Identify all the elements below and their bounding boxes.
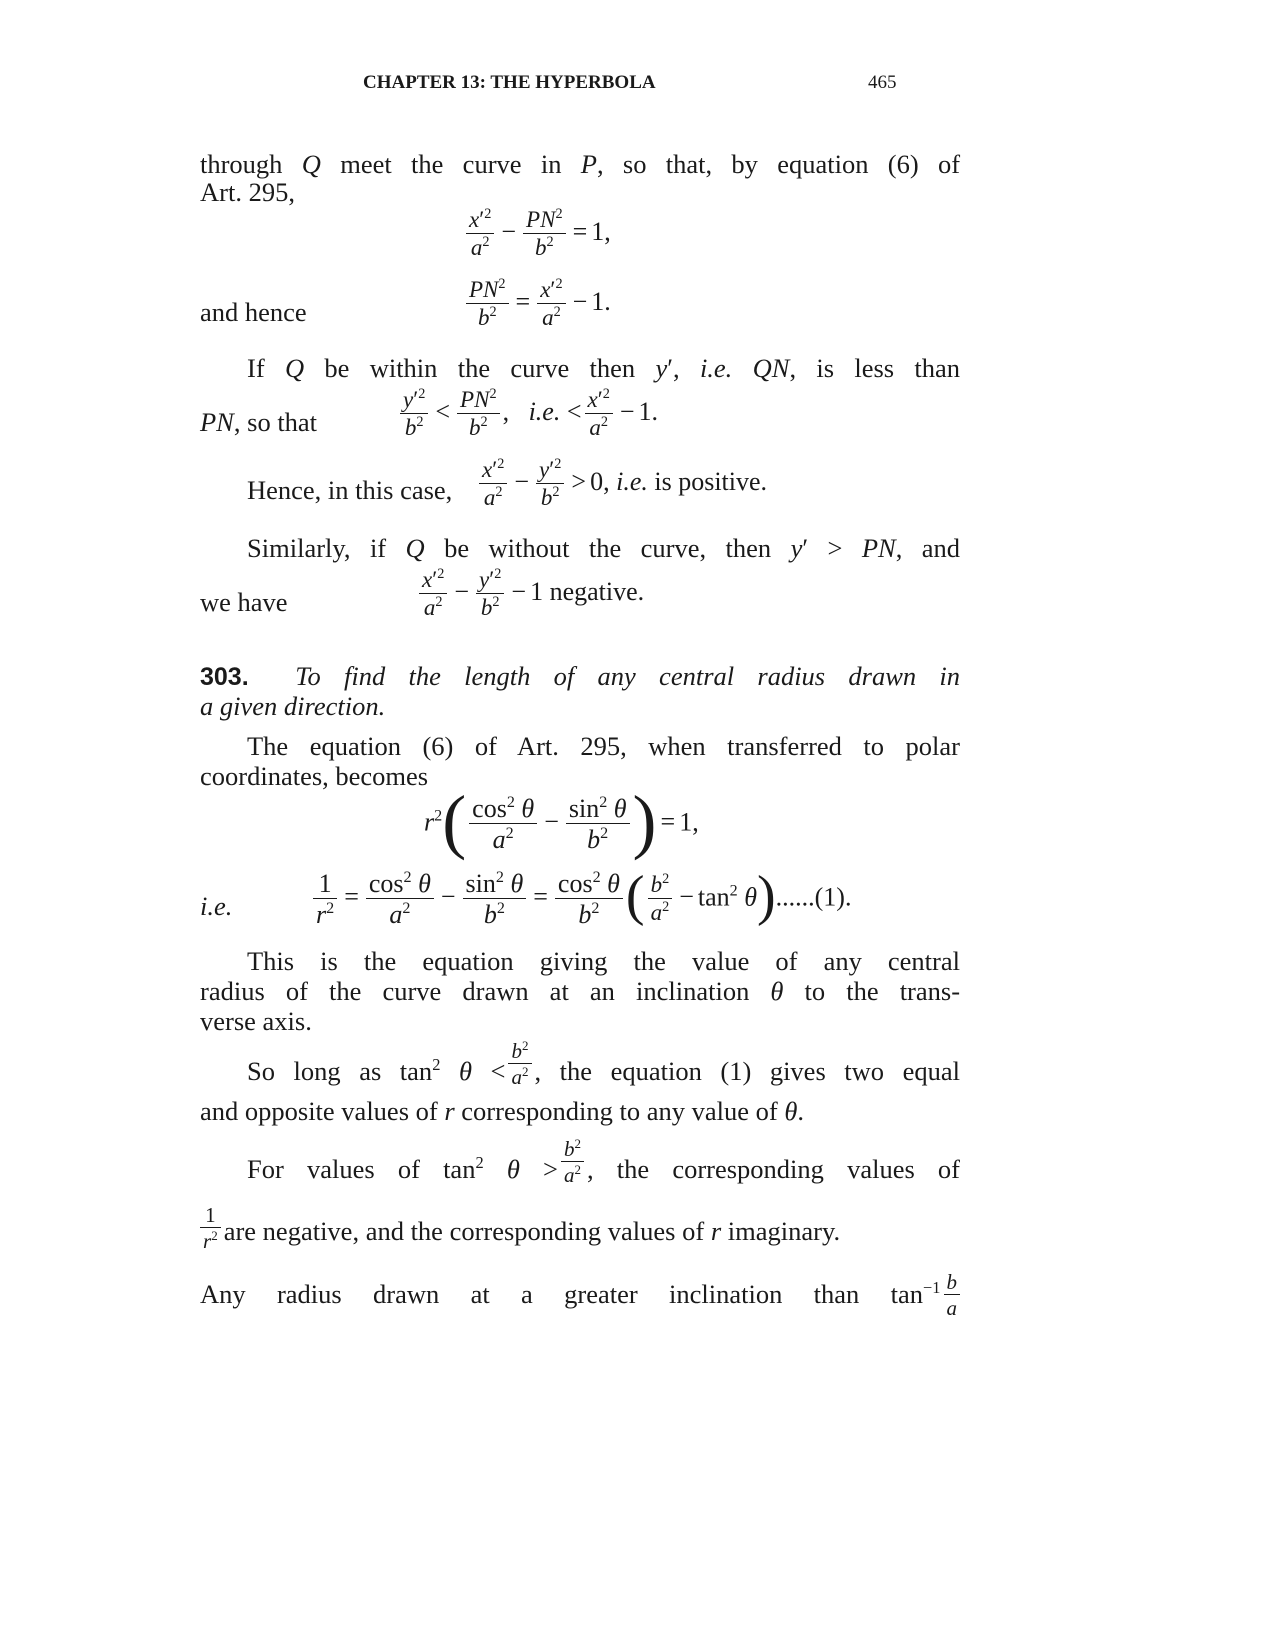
text-line: we have [200, 587, 288, 617]
text-line: This is the equation giving the value of any central [247, 946, 960, 976]
text-line: verse axis. [200, 1006, 312, 1036]
text-line: $\frac{1}{r^2}$ are negative, and the corresponding values of r imaginary. [200, 1210, 960, 1258]
text-line: If Q be within the curve then y′, i.e. QN, is less than [247, 353, 960, 383]
text-line: For values of $\tan^2 \theta$ > $\frac{b^2}{a^2}$ , the corresponding values of [247, 1135, 961, 1188]
text-line: through Q meet the curve in P, so that, by equation (6) of [200, 149, 961, 179]
text-line: So long as $\tan^2 \theta$ < $\frac{b^2}{a^2}$ , the equation (1) gives two equal [247, 1037, 960, 1090]
text-line: Similarly, if Q be without the curve, then y′ > PN, and [247, 533, 961, 563]
text-line: PN, so that [200, 407, 318, 437]
text-line: The equation (6) of Art. 295, when transferred to polar [247, 731, 960, 761]
equation: $\frac{y'^2}{b^2}$ < $\frac{PN^2}{b^2}$ , i.e. < $\frac{x'^2}{a^2}$ − 1. [397, 388, 658, 440]
page-number: 465 [868, 72, 897, 93]
chapter-header: CHAPTER 13: THE HYPERBOLA [363, 72, 656, 93]
text-line: and hence [200, 297, 307, 327]
text-line: radius of the curve drawn at an inclination θ to the trans- [200, 976, 961, 1006]
equation: $\frac{PN^2}{b^2}$ = $\frac{x'^2}{a^2}$ − 1. [463, 278, 611, 330]
text-line: i.e. [200, 891, 233, 921]
article-heading: 303. To find the length of any central radius drawn in [200, 661, 960, 691]
text-line: Any radius drawn at a greater inclination than $\tan^{-1}$ $\frac{b}{a}$ [200, 1273, 960, 1321]
text-line: and opposite values of r corresponding to any value of θ. [200, 1096, 805, 1126]
equation: $\frac{x'^2}{a^2}$ − $\frac{PN^2}{b^2}$ = 1, [463, 208, 611, 260]
equation: $\frac{x'^2}{a^2}$ − $\frac{y'^2}{b^2}$ − 1 negative. [416, 568, 644, 620]
equation-1: $\frac{1}{r^2}$ = $\frac{\cos^2 \theta}{a^2}$ − $\frac{\sin^2 \theta}{b^2}$ = $\frac{\cos^2 \theta}{b^2}$ ( $\frac{b^2}{a^2}$ − $\tan^2 \theta)......(1)$. [310, 870, 851, 929]
article-heading-cont: a given direction. [200, 691, 386, 721]
equation-polar: $r^2$( $\frac{\cos^2 \theta}{a^2}$ − $\frac{\sin^2 \theta}{b^2}$ ) = 1, [424, 781, 699, 862]
text-line: Hence, in this case, [247, 475, 453, 505]
text-line: Art. 295, [200, 177, 295, 207]
text-line: coordinates, becomes [200, 761, 429, 791]
equation: $\frac{x'^2}{a^2}$ − $\frac{y'^2}{b^2}$ > 0, i.e. is positive. [476, 458, 767, 510]
article-number: 303. [200, 663, 249, 691]
